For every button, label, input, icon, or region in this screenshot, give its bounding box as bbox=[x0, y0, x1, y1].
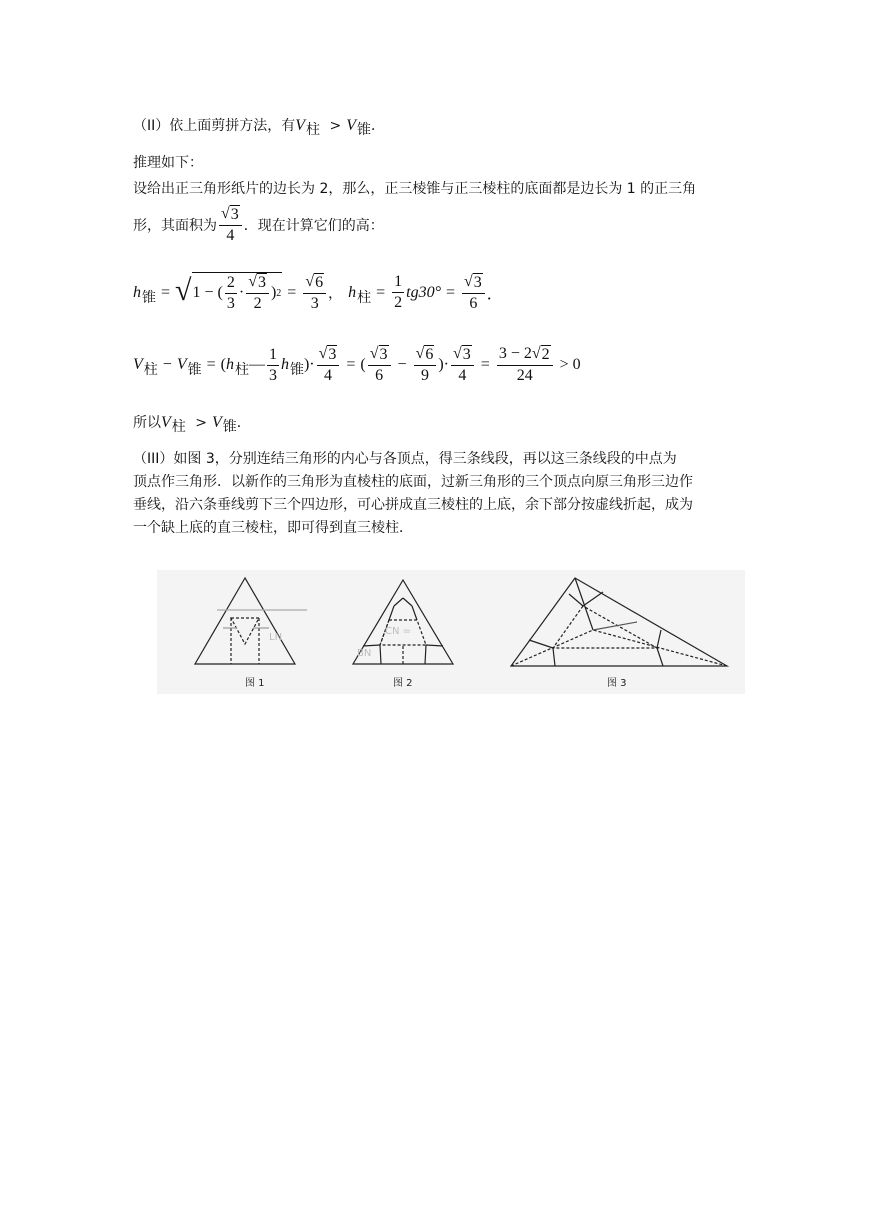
area-line: 形，其面积为 √ 3 4 ．现在计算它们的高： bbox=[133, 205, 384, 244]
section2-intro: （II）依上面剪拼方法，有V柱 > V锥． bbox=[133, 117, 386, 138]
paragraph-line1: 设给出正三角形纸片的边长为 2，那么，正三棱锥与正三棱柱的底面都是边长为 1 的正三角 bbox=[133, 181, 697, 197]
stray-label-ln: LN bbox=[269, 632, 283, 643]
section3-line1: （III）如图 3，分别连结三角形的内心与各顶点，得三条线段，再以这三条线段的中点为 bbox=[133, 451, 677, 467]
stray-label-cn: CN = bbox=[385, 626, 412, 637]
area-fraction: √ 3 4 bbox=[219, 205, 242, 245]
section3-line2: 顶点作三角形．以新作的三角形为直棱柱的底面，过新三角形的三个顶点向原三角形三边作 bbox=[133, 474, 693, 490]
figure-panel bbox=[157, 570, 745, 694]
triangle-figure-1 bbox=[195, 578, 307, 664]
formula-heights: h 锥 = √ 1 − ( $\frac{2}{3}$ · √ 3 2 ) 2 = √ 6 3 ， h 柱 = $\frac{1}{2}$ tg30° = √ 3 6 ． bbox=[133, 272, 503, 312]
big-sqrt: √ 1 − ( $\frac{2}{3}$ · √ 3 2 ) 2 bbox=[175, 273, 282, 312]
conclusion: 所以V柱 > V锥． bbox=[133, 414, 251, 435]
section3-line3: 垂线，沿六条垂线剪下三个四边形，可心拼成直三棱柱的上底，余下部分按虚线折起，成为 bbox=[133, 497, 693, 513]
section3-line4: 一个缺上底的直三棱柱，即可得到直三棱柱． bbox=[133, 520, 413, 536]
caption-figure-3: 图 3 bbox=[607, 678, 627, 689]
caption-figure-2: 图 2 bbox=[393, 678, 413, 689]
stray-label-bn: BN bbox=[357, 648, 372, 659]
triangle-figure-3 bbox=[511, 578, 727, 666]
reasoning-label: 推理如下： bbox=[133, 155, 203, 171]
caption-figure-1: 图 1 bbox=[245, 678, 265, 689]
figure-diagrams bbox=[157, 570, 745, 694]
formula-volume-difference: V 柱 − V 锥 = ( h 柱 — $\frac{1}{3}$ h 锥 ) · √ 3 4 = ( √ 3 6 − √ 6 9 ) · √ 3 4 = 3 − 2 √ 2 24 > 0 bbox=[133, 345, 581, 384]
